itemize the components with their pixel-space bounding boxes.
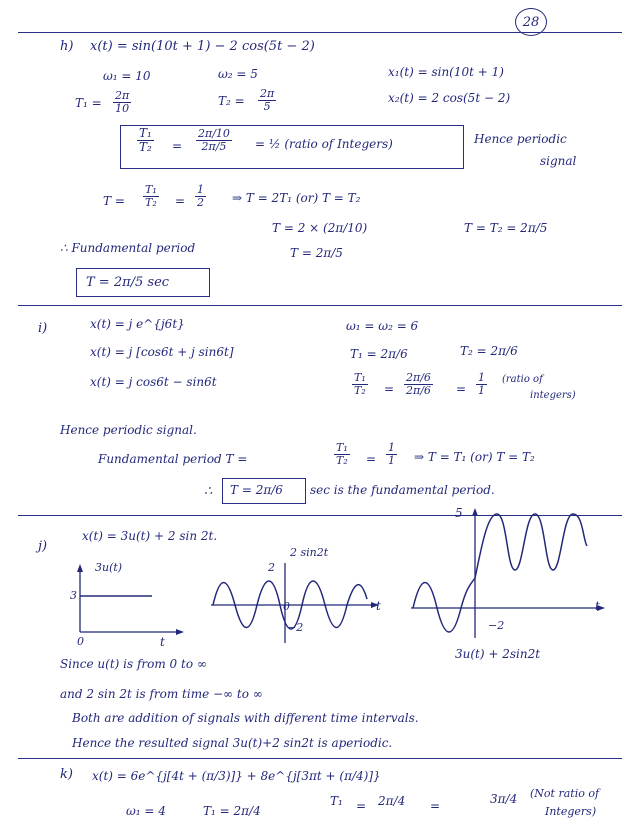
i-fund-box-text: T = 2π/6 [230,483,283,497]
i-eq1: x(t) = j e^{j6t} [90,317,185,331]
graph2-label: 2 sin2t [290,546,329,559]
graph1-axis: t [160,635,165,649]
h-T2-num: 2π [260,87,275,100]
i-eq3: x(t) = j cos6t − sin6t [90,375,217,389]
graph-sum [405,500,610,650]
i-ratio-one-num: 1 [478,371,485,384]
h-signal-word: signal [540,154,577,168]
j-equation: x(t) = 3u(t) + 2 sin 2t. [82,529,218,543]
i-ratio-one [476,372,487,396]
k-ratio-num2: 2π/4 [378,794,406,808]
k-ratio-num: T₁ [330,794,343,808]
i-ratio-note1: (ratio of [502,374,543,385]
h-T-frac-num: T₁ [145,183,157,196]
i-ratio-note2: integers) [530,390,576,401]
k-equation: x(t) = 6e^{j[4t + (π/3)]} + 8e^{j[3πt + (π/4)]} [92,769,381,783]
k-note2: Integers) [545,805,597,818]
section-divider [18,758,622,759]
i-T2: T₂ = 2π/6 [460,344,518,358]
j-line3: Both are addition of signals with different time intervals. [72,711,419,725]
graph3-caption: 3u(t) + 2sin2t [455,647,541,661]
h-ratio-fraction [137,127,154,153]
h-ratio-fraction2 [196,128,232,152]
h-ratio-den: T₂ [139,139,152,154]
i-eq2: x(t) = j [cos6t + j sin6t] [90,345,234,359]
i-T1: T₁ = 2π/6 [350,347,408,361]
i-therefore: ∴ [204,484,213,499]
section-divider [18,32,622,33]
h-ratio-num: T₁ [139,126,152,140]
k-ratio-result: 3π/4 [490,792,518,806]
section-h-label: h) [60,39,74,54]
h-T1-lhs: T₁ = [75,96,102,110]
i-fund-eq: = [366,452,377,466]
h-T1-num: 2π [115,89,130,102]
h-ratio-eq1: = [172,139,183,153]
graph2-origin: 0 [283,600,290,613]
h-fundamental: ∴ Fundamental period [60,241,196,255]
i-ratio-one-den: 1 [478,383,485,397]
graph3-axis: t [595,599,600,613]
h-ratio-result: = ½ (ratio of Integers) [255,137,393,151]
i-fund-one-den: 1 [388,453,395,467]
graph1-label: 3u(t) [95,561,123,574]
i-fund-implies: ⇒ T = T₁ (or) T = T₂ [414,450,535,464]
i-fundamental: Fundamental period T = [98,452,248,466]
k-T1: T₁ = 2π/4 [203,804,261,818]
i-ratio-den2: 2π/6 [406,383,431,397]
i-fund-box-after: sec is the fundamental period. [310,483,495,497]
j-line2: and 2 sin 2t is from time −∞ to ∞ [60,687,263,701]
h-T-half [195,184,206,208]
section-divider [18,305,622,306]
i-ratio-num2: 2π/6 [406,371,431,384]
h-T-eq: = [175,194,186,208]
i-fund-num: T₁ [336,441,348,454]
h-hence-periodic: Hence periodic [474,132,567,146]
i-ratio-num: T₁ [354,371,366,384]
h-omega2: ω₂ = 5 [218,67,258,81]
i-fund-fraction [334,442,350,466]
h-T-2x: T = 2 × (2π/10) [272,221,368,235]
h-T2-den: 5 [263,99,271,113]
h-ratio-num2: 2π/10 [198,127,230,140]
section-j-label: j) [38,539,48,554]
i-hence: Hence periodic signal. [60,423,197,437]
k-omega1: ω₁ = 4 [126,804,166,818]
h-T-T2: T = T₂ = 2π/5 [464,221,548,235]
i-fund-one [386,442,397,466]
graph3-top: 5 [455,506,463,520]
i-fund-one-num: 1 [388,441,395,454]
i-ratio-den: T₂ [354,383,366,397]
h-T1-fraction [113,90,131,114]
h-T-half-num: 1 [197,183,204,196]
i-ratio-eq: = [384,382,395,396]
h-T1-den: 10 [115,101,130,115]
k-note1: (Not ratio of [530,787,600,800]
i-ratio-fraction2 [404,372,433,396]
h-omega1: ω₁ = 10 [103,69,151,83]
h-T2-lhs: T₂ = [218,94,245,108]
h-T2-fraction [258,88,276,112]
h-T-frac-den: T₂ [145,195,157,209]
i-omega: ω₁ = ω₂ = 6 [346,319,419,333]
section-h-equation: x(t) = sin(10t + 1) − 2 cos(5t − 2) [90,39,315,54]
h-x1: x₁(t) = sin(10t + 1) [388,65,504,79]
h-T-half-den: 2 [197,195,204,209]
graph-2sin2t [205,555,390,650]
i-ratio-eq2: = [456,382,467,396]
section-i-label: i) [38,321,48,336]
graph1-value: 3 [70,589,77,602]
h-T-result: T = 2π/5 [290,246,343,260]
h-ratio-den2: 2π/5 [201,139,227,153]
graph1-origin: 0 [77,635,84,648]
j-line4: Hence the resulted signal 3u(t)+2 sin2t is aperiodic. [72,736,393,750]
h-fund-box-text: T = 2π/5 sec [86,275,170,290]
k-ratio-eq: = [356,799,367,813]
section-k-label: k) [60,767,73,782]
h-T-lhs: T = [103,194,125,208]
i-fund-den: T₂ [336,453,348,467]
graph3-bottom: −2 [488,619,505,632]
i-ratio-fraction [352,372,368,396]
j-line1: Since u(t) is from 0 to ∞ [60,657,207,671]
h-T-fraction [143,184,159,208]
h-implies: ⇒ T = 2T₁ (or) T = T₂ [232,191,361,205]
graph2-top: 2 [268,561,275,574]
h-x2: x₂(t) = 2 cos(5t − 2) [388,91,511,105]
k-ratio-eq2: = [430,799,441,813]
page-number-text: 28 [522,14,540,30]
graph2-bottom: −2 [287,621,304,634]
graph2-axis: t [376,599,381,613]
